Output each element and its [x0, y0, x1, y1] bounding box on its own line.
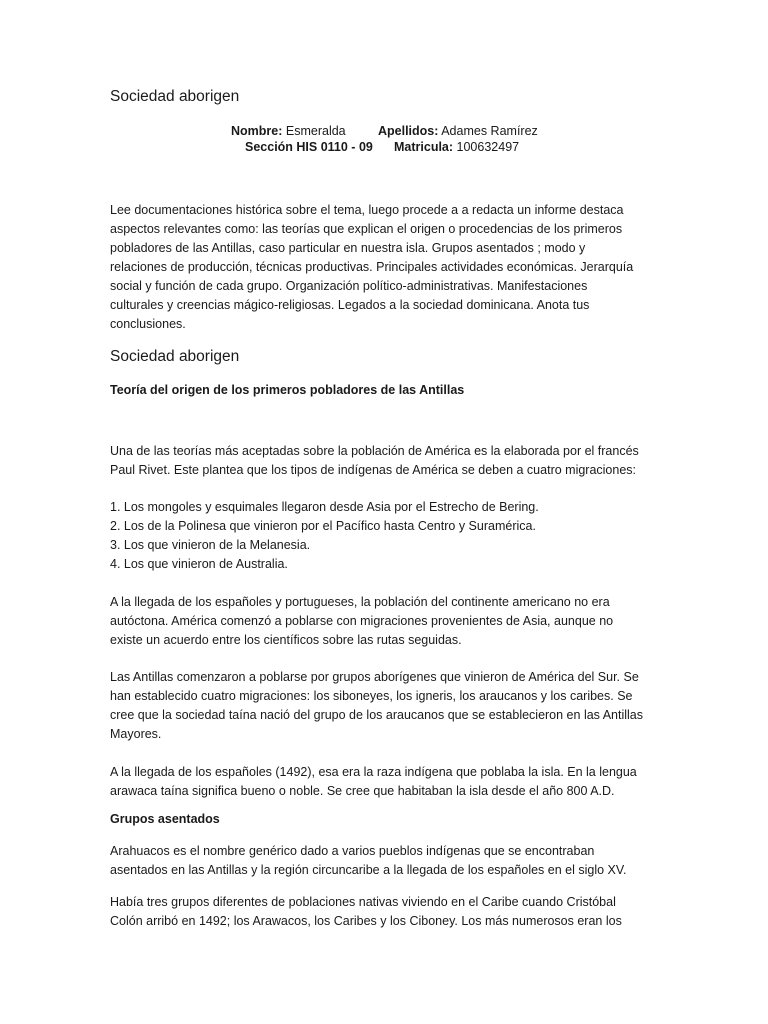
text-line: pobladores de las Antillas, caso particular en nuestra isla. Grupos asentados ; modo y	[110, 241, 586, 255]
list-item: 1. Los mongoles y esquimales llegaron desde Asia por el Estrecho de Bering.	[110, 500, 539, 514]
student-id	[394, 138, 519, 157]
list-item: 3. Los que vinieron de la Melanesia.	[110, 538, 311, 552]
paragraph-arahuacos	[110, 842, 650, 880]
text-line: Las Antillas comenzaron a poblarse por grupos aborígenes que vinieron de América del Sur. Se	[110, 670, 639, 684]
text-line: Una de las teorías más aceptadas sobre la población de América es la elaborada por el francés	[110, 444, 639, 458]
subheading-origin-theory: Teoría del origen de los primeros pobladores de las Antillas	[110, 383, 465, 397]
apellidos-label: Apellidos:	[378, 124, 439, 138]
apellidos-value: Adames Ramírez	[441, 124, 538, 138]
nombre-value: Esmeralda	[285, 124, 346, 138]
list-item: 4. Los que vinieron de Australia.	[110, 557, 288, 571]
seccion-label: Sección HIS 0110 - 09	[245, 140, 373, 154]
matricula-value: 100632497	[456, 140, 520, 154]
text-line: Había tres grupos diferentes de poblaciones nativas viviendo en el Caribe cuando Cristóbal	[110, 895, 616, 909]
instructions-paragraph	[110, 201, 650, 334]
text-line: han establecido cuatro migraciones: los siboneyes, los igneris, los araucanos y los caribes. Se	[110, 689, 633, 703]
text-line: aspectos relevantes como: las teorías que explican el origen o procedencias de los primeros	[110, 222, 623, 236]
nombre-label: Nombre:	[231, 124, 283, 138]
paragraph-taino	[110, 763, 650, 801]
text-line: Arahuacos es el nombre genérico dado a varios pueblos indígenas que se encontraban	[110, 844, 595, 858]
text-line: autóctona. América comenzó a poblarse con migraciones provenientes de Asia, aunque no	[110, 614, 614, 628]
text-line: Lee documentaciones histórica sobre el tema, luego procede a a redacta un informe destaca	[110, 203, 624, 217]
text-line: asentados en las Antillas y la región circuncaribe a la llegada de los españoles en el siglo XV.	[110, 863, 627, 877]
text-line: A la llegada de los españoles (1492), esa era la raza indígena que poblaba la isla. En la lengua	[110, 765, 637, 779]
text-line: relaciones de producción, técnicas productivas. Principales actividades económicas. Jerarquía	[110, 260, 634, 274]
text-line: Mayores.	[110, 727, 162, 741]
text-line: existe un acuerdo entre los científicos sobre las rutas seguidas.	[110, 633, 462, 647]
migrations-list	[110, 498, 650, 574]
text-line: A la llegada de los españoles y portugueses, la población del continente americano no era	[110, 595, 610, 609]
student-section	[245, 138, 373, 157]
paragraph-arrival	[110, 593, 650, 650]
list-item: 2. Los de la Polinesa que vinieron por el Pacífico hasta Centro y Suramérica.	[110, 519, 536, 533]
section-heading: Sociedad aborigen	[110, 348, 240, 365]
text-line: cree que la sociedad taína nació del grupo de los araucanos que se establecieron en las Antillas	[110, 708, 643, 722]
matricula-label: Matricula:	[394, 140, 454, 154]
paragraph-antillas	[110, 668, 650, 744]
text-line: culturales y creencias mágico-religiosas. Legados a la sociedad dominicana. Anota tus	[110, 298, 590, 312]
text-line: Colón arribó en 1492; los Arawacos, los Caribes y los Ciboney. Los más numerosos eran los	[110, 914, 622, 928]
paragraph-three-groups	[110, 893, 650, 931]
text-line: conclusiones.	[110, 317, 186, 331]
text-line: Paul Rivet. Este plantea que los tipos de indígenas de América se deben a cuatro migraciones:	[110, 463, 637, 477]
document-title: Sociedad aborigen	[110, 88, 240, 105]
subheading-groups: Grupos asentados	[110, 812, 220, 826]
text-line: social y función de cada grupo. Organización político-administrativas. Manifestaciones	[110, 279, 588, 293]
paragraph-rivet	[110, 442, 650, 480]
text-line: arawaca taína significa bueno o noble. Se cree que habitaban la isla desde el año 800 A.D.	[110, 784, 615, 798]
